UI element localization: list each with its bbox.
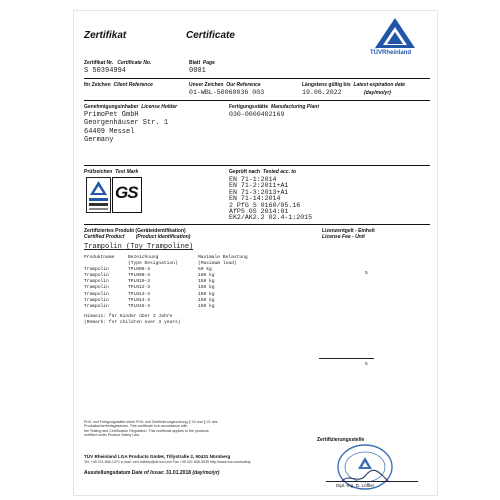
divider: [84, 224, 430, 225]
column-header: (Maximum load): [198, 261, 237, 267]
standard-item: AfPS GS 2014:01: [229, 208, 289, 216]
gs-text: GS: [115, 183, 138, 202]
product-label-de: Zertifiziertes Produkt (Geräteidentifikation): [84, 228, 186, 234]
holder-line: Georgenhäuser Str. 1: [84, 119, 169, 128]
fee-value: 5: [365, 271, 368, 276]
fee-label-en: License Fee - Unit: [322, 234, 365, 240]
product-name: Trampolin (Toy Trampoline): [84, 243, 194, 251]
standard-item: EN 71-3:2013+A1: [229, 188, 289, 196]
product-label-en: Certified Product (Product Identification): [84, 234, 191, 240]
holder-address: [84, 111, 168, 145]
standard-item: EK2/AK2.2 02.4-1:2015: [229, 214, 313, 222]
standards-list: [229, 177, 312, 222]
column-header: Produktname: [84, 255, 115, 260]
official-stamp: [336, 443, 394, 496]
contact-line: Tel. +49 221 806-1371 e-mail: cert-validity@de.tuv.com Fax +49 221 806-3935 http://www.tuv.com/safety: [84, 460, 251, 464]
divider: [84, 100, 430, 101]
divider: [84, 78, 430, 79]
company-line: TÜV Rheinland LGA Products GmbH, Tillystraße 2, 90431 Nürnberg: [84, 454, 231, 459]
gs-mark: [112, 177, 142, 213]
issue-date-line: Ausstellungsdatum Date of Issue: 31.01.2018 (day/mo/yr): [84, 470, 220, 476]
title-en: Certificate: [186, 30, 235, 41]
footer-note: certified under Product Safety Law.: [84, 433, 140, 438]
tuv-mark-icon: [87, 178, 110, 212]
expiry-format: (day/mo/yr): [364, 90, 391, 96]
page-value: 0001: [189, 67, 206, 75]
brand-name: TÜVRheinland: [370, 50, 412, 56]
page-label: Blatt Page: [189, 60, 215, 66]
tested-label: Geprüft nach Tested acc. to: [229, 169, 297, 175]
our-ref-label: Unser Zeichen Our Reference: [189, 82, 261, 88]
holder-line: 64409 Messel: [84, 127, 135, 136]
test-mark-label: Prüfzeichen Test Mark: [84, 169, 139, 175]
footer-note: Prüf- und Fertigungsstätte siehe Prüf- und Zertifizierungsordnung § 20 und § 21 des: [84, 420, 218, 424]
holder-line: PrimoPet GmbH: [84, 111, 139, 119]
cert-no-value: S 50394994: [84, 67, 127, 75]
signature-label: Zertifizierungsstelle: [317, 437, 365, 443]
signer-name: Dipl.-Ing. D. Löffler: [336, 483, 375, 488]
column-header: Maximale Belastung: [198, 255, 248, 260]
table-row: Trampolin TPLN13-3 150 kg: [84, 291, 215, 297]
holder-line: Germany: [84, 136, 114, 145]
table-row: Trampolin TPLN12-3 150 kg: [84, 285, 215, 291]
fee-value-2: 5: [365, 362, 368, 367]
title-de: Zertifikat: [84, 30, 127, 41]
divider: [84, 165, 430, 166]
hint-de: Hinweis: für Kinder über 3 Jahre: [84, 314, 173, 319]
column-header: Bezeichnung: [128, 255, 159, 260]
tuv-test-mark: [86, 177, 111, 213]
signature-rule: [326, 481, 418, 482]
fee-rule: [319, 358, 374, 359]
our-ref-value: 01-WBL-50060036 003: [189, 89, 265, 96]
table-row: Trampolin TPLN06-3 50 kg: [84, 267, 212, 273]
column-header: (Type Designation): [128, 261, 178, 267]
tuv-logo: [370, 17, 416, 57]
expiry-label: Längstens gültig bis Latest expiration date: [302, 82, 406, 88]
footer-notes: [84, 420, 217, 438]
table-row: Trampolin TPLN08-3 100 kg: [84, 273, 215, 279]
table-row: Trampolin TPLN10-3 150 kg: [84, 279, 215, 285]
footer-note: the Testing and Certification Regulation. This certificate applies to the products: [84, 428, 209, 433]
cert-no-label: Zertifikat Nr. Certificate No.: [84, 60, 152, 66]
fee-label-de: Lizenzentgelt - Einheit: [322, 228, 375, 234]
standard-item: 2 PfG S 0160/05.16: [229, 201, 301, 209]
standard-item: EN 71-14:2014: [229, 195, 281, 203]
table-row: Trampolin TPLN16-3 150 kg: [84, 303, 215, 309]
hint-en: (Remark: for children over 3 years): [84, 320, 181, 326]
footer-note: Produktsicherheitsgesetzes. This certificate is in accordance with: [84, 424, 188, 429]
expiry-value: 19.06.2022: [302, 89, 342, 96]
holder-label: Genehmigungsinhaber License Holder: [84, 104, 178, 110]
tuv-triangle-icon: [374, 17, 416, 49]
plant-label: Fertigungsstätte Manufacturing Plant: [229, 104, 320, 110]
standard-item: EN 71-1:2014: [229, 176, 277, 183]
client-ref-label: Ihr Zeichen Client Reference: [84, 82, 153, 88]
table-row: Trampolin TPLN14-3 150 kg: [84, 297, 215, 303]
product-table: [84, 255, 278, 310]
standard-item: EN 71-2:2011+A1: [229, 182, 289, 190]
certificate-page: [73, 10, 438, 496]
plant-value: 030-0000402169: [229, 111, 285, 118]
product-hint: [84, 314, 181, 326]
